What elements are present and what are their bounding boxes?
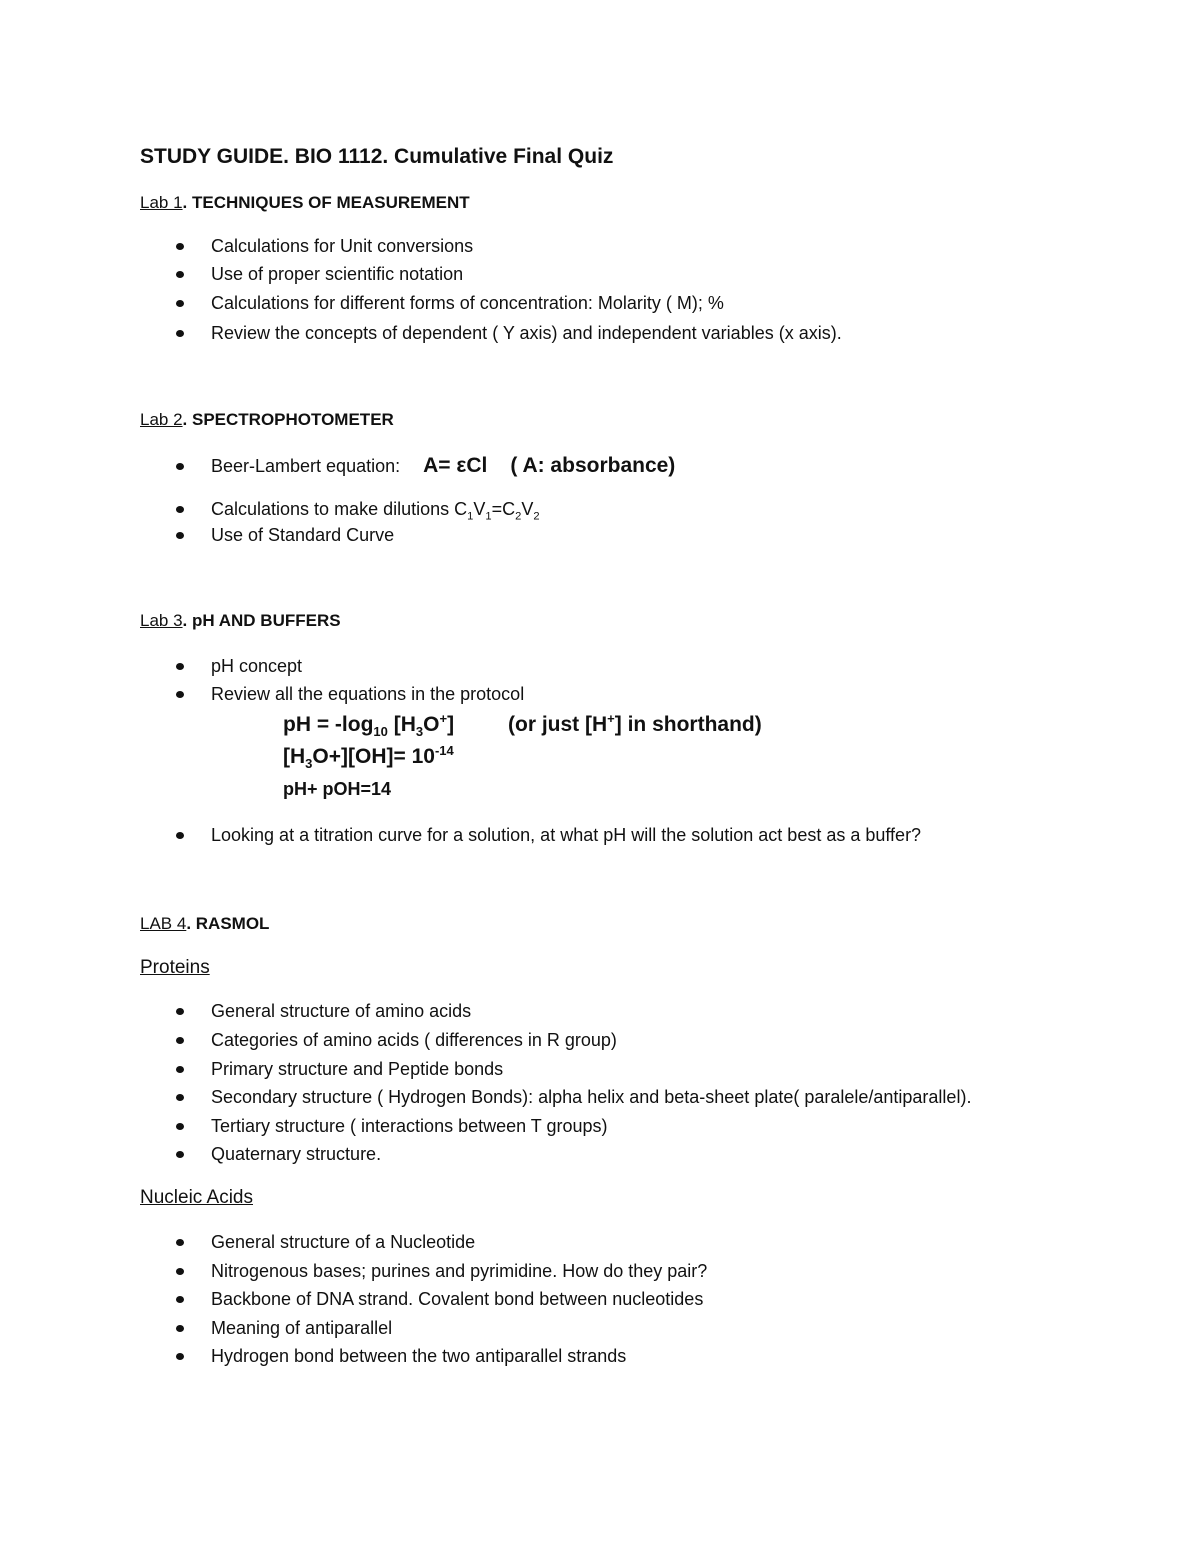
list-item: Meaning of antiparallel: [176, 1317, 392, 1339]
dilution-text: Calculations to make dilutions $C_1V_1=C_2V_2$: [211, 499, 540, 523]
list-item: [176, 455, 675, 477]
lab3-heading: [140, 610, 341, 632]
lab4-heading: [140, 913, 269, 935]
proteins-heading: Proteins: [140, 957, 210, 978]
equation-water: $[H_3O+][OH]= 10^{-14}$: [283, 743, 454, 772]
list-item: Quaternary structure.: [176, 1143, 381, 1165]
list-item: Primary structure and Peptide bonds: [176, 1058, 503, 1080]
lab2-label: Lab 2: [140, 410, 183, 429]
lab3-label: Lab 3: [140, 611, 183, 630]
list-item: Backbone of DNA strand. Covalent bond between nucleotides: [176, 1288, 703, 1310]
list-item: Use of proper scientific notation: [176, 263, 463, 285]
equation-poh: pH+ pOH=14: [283, 779, 392, 799]
lab1-name: . TECHNIQUES OF MEASUREMENT: [182, 193, 470, 212]
list-item: Calculations for Unit conversions: [176, 235, 473, 257]
list-item: Hydrogen bond between the two antiparallel strands: [176, 1345, 626, 1367]
lab4-label: LAB 4: [140, 914, 187, 933]
list-item: General structure of a Nucleotide: [176, 1231, 475, 1253]
lab3-name: . pH AND BUFFERS: [182, 611, 341, 630]
list-item: Review all the equations in the protocol: [176, 683, 524, 705]
list-item: Review the concepts of dependent ( Y axis) and independent variables (x axis).: [176, 322, 842, 344]
lab1-label: Lab 1: [140, 193, 183, 212]
list-item: Secondary structure ( Hydrogen Bonds): alpha helix and beta-sheet plate( paralele/antiparallel).: [176, 1086, 971, 1108]
list-item: General structure of amino acids: [176, 1000, 471, 1022]
list-item: Use of Standard Curve: [176, 524, 394, 546]
list-item: Nitrogenous bases; purines and pyrimidine. How do they pair?: [176, 1260, 707, 1282]
nucleic-acids-heading: Nucleic Acids: [140, 1187, 253, 1208]
beer-label: Beer-Lambert equation:: [211, 456, 401, 476]
lab2-heading: [140, 409, 394, 431]
lab1-heading: [140, 192, 470, 214]
lab4-name: . RASMOL: [186, 914, 270, 933]
list-item: [176, 498, 540, 523]
list-item: Calculations for different forms of concentration: Molarity ( M); %: [176, 292, 724, 314]
list-item: Categories of amino acids ( differences in R group): [176, 1029, 617, 1051]
beer-equation: A= εCl: [423, 454, 488, 477]
list-item: Tertiary structure ( interactions between T groups): [176, 1115, 608, 1137]
beer-note: ( A: absorbance): [510, 454, 676, 477]
equation-ph-note: (or just [H+] in shorthand): [508, 711, 762, 736]
lab2-name: . SPECTROPHOTOMETER: [182, 410, 394, 429]
document-title: STUDY GUIDE. BIO 1112. Cumulative Final Quiz: [140, 145, 614, 168]
list-item: pH concept: [176, 655, 302, 677]
equation-ph: pH = $-\log_{10}$ $[H_3O^+]$: [283, 711, 455, 740]
list-item: Looking at a titration curve for a solution, at what pH will the solution act best as a buffer?: [176, 824, 921, 846]
